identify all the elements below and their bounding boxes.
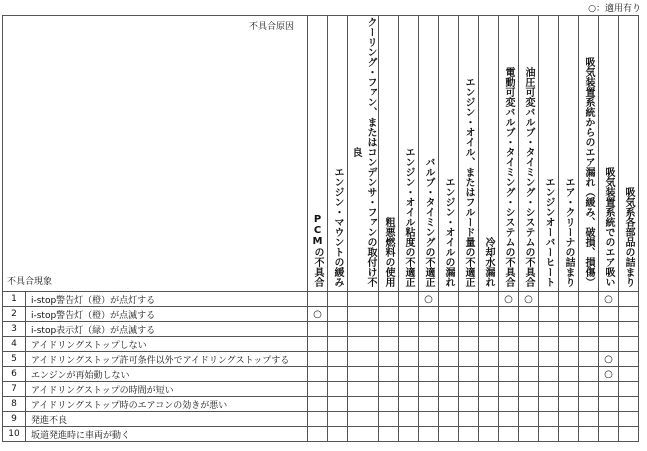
cause-column-header <box>599 16 619 292</box>
row-number: 8 <box>3 397 26 412</box>
table-row <box>3 307 639 322</box>
symptom-cell: アイドリングストップ時のエアコンの効きが悪い <box>26 397 308 412</box>
mark-cell <box>599 352 619 367</box>
mark-cell <box>419 322 439 337</box>
mark-cell <box>539 412 559 427</box>
mark-cell <box>559 412 579 427</box>
table-row <box>3 337 639 352</box>
row-number: 6 <box>3 367 26 382</box>
mark-cell <box>539 337 559 352</box>
mark-cell <box>328 352 348 367</box>
cause-label: 吸気装置系統でのエア吸い <box>603 167 614 287</box>
mark-cell <box>579 292 599 307</box>
mark-cell <box>439 382 459 397</box>
mark-cell <box>579 412 599 427</box>
cause-column-header <box>459 16 479 292</box>
mark-cell <box>479 352 499 367</box>
mark-cell <box>539 427 559 442</box>
mark-cell <box>599 307 619 322</box>
cause-column-header <box>559 16 579 292</box>
mark-cell <box>399 292 419 307</box>
mark-cell <box>519 292 539 307</box>
mark-cell <box>308 307 328 322</box>
symptom-cell: i-stop警告灯（橙）が点滅する <box>26 307 308 322</box>
legend: ○：適用有り <box>588 4 641 14</box>
mark-cell <box>479 337 499 352</box>
cause-label: エンジン・オイル粘度の不適正 <box>403 147 414 287</box>
mark-cell <box>308 397 328 412</box>
mark-cell <box>439 352 459 367</box>
mark-cell <box>308 427 328 442</box>
mark-cell <box>499 397 519 412</box>
cause-column-header <box>399 16 419 292</box>
mark-cell <box>479 322 499 337</box>
row-number: 10 <box>3 427 26 442</box>
mark-cell <box>308 292 328 307</box>
mark-cell <box>539 397 559 412</box>
mark-cell <box>348 292 379 307</box>
mark-cell <box>599 427 619 442</box>
mark-cell <box>399 352 419 367</box>
mark-cell <box>539 382 559 397</box>
mark-cell <box>599 292 619 307</box>
mark-cell <box>519 367 539 382</box>
mark-cell <box>439 412 459 427</box>
row-number: 4 <box>3 337 26 352</box>
mark-cell <box>459 337 479 352</box>
mark-cell <box>599 382 619 397</box>
mark-cell <box>379 412 399 427</box>
mark-cell <box>559 427 579 442</box>
mark-cell <box>499 307 519 322</box>
mark-cell <box>599 322 619 337</box>
mark-cell <box>559 382 579 397</box>
applicable-mark: ○ <box>424 293 433 305</box>
mark-cell <box>499 337 519 352</box>
mark-cell <box>459 307 479 322</box>
mark-cell <box>559 352 579 367</box>
mark-cell <box>559 397 579 412</box>
mark-cell <box>519 412 539 427</box>
mark-cell <box>419 427 439 442</box>
mark-cell <box>399 367 419 382</box>
mark-cell <box>308 367 328 382</box>
mark-cell <box>619 307 639 322</box>
header-row <box>3 16 639 292</box>
mark-cell <box>328 292 348 307</box>
symptom-cause-table <box>2 15 639 442</box>
mark-cell <box>579 382 599 397</box>
row-number: 9 <box>3 412 26 427</box>
applicable-mark: ○ <box>604 293 613 305</box>
mark-cell <box>459 352 479 367</box>
cause-column-header <box>519 16 539 292</box>
row-number: 2 <box>3 307 26 322</box>
mark-cell <box>499 382 519 397</box>
mark-cell <box>419 367 439 382</box>
cause-label: 冷却水漏れ <box>483 237 494 287</box>
mark-cell <box>479 427 499 442</box>
mark-cell <box>308 352 328 367</box>
mark-cell <box>308 412 328 427</box>
cause-label: 吸気系各部品の詰まり <box>623 187 634 287</box>
mark-cell <box>559 292 579 307</box>
mark-cell <box>439 367 459 382</box>
symptom-cell: i-stop警告灯（橙）が点灯する <box>26 292 308 307</box>
row-number: 1 <box>3 292 26 307</box>
symptom-cell: 坂道発進時に車両が動く <box>26 427 308 442</box>
cause-column-header <box>479 16 499 292</box>
mark-cell <box>459 382 479 397</box>
table-row <box>3 367 639 382</box>
mark-cell <box>459 412 479 427</box>
mark-cell <box>479 397 499 412</box>
mark-cell <box>539 292 559 307</box>
mark-cell <box>459 397 479 412</box>
cause-label: クーリング・ファン、またはコンデンサ・ファンの取付け不良 <box>350 16 376 287</box>
mark-cell <box>399 412 419 427</box>
mark-cell <box>439 292 459 307</box>
mark-cell <box>308 322 328 337</box>
mark-cell <box>439 337 459 352</box>
mark-cell <box>379 397 399 412</box>
mark-cell <box>459 292 479 307</box>
mark-cell <box>539 307 559 322</box>
mark-cell <box>619 322 639 337</box>
mark-cell <box>519 337 539 352</box>
mark-cell <box>539 322 559 337</box>
table-row <box>3 412 639 427</box>
cause-column-header <box>439 16 459 292</box>
applicable-mark: ○ <box>504 293 513 305</box>
cause-column-header <box>539 16 559 292</box>
mark-cell <box>519 322 539 337</box>
mark-cell <box>479 382 499 397</box>
mark-cell <box>479 367 499 382</box>
mark-cell <box>399 382 419 397</box>
mark-cell <box>419 382 439 397</box>
mark-cell <box>619 367 639 382</box>
mark-cell <box>348 427 379 442</box>
mark-cell <box>399 427 419 442</box>
mark-cell <box>328 427 348 442</box>
mark-cell <box>499 352 519 367</box>
mark-cell <box>579 307 599 322</box>
mark-cell <box>348 397 379 412</box>
cause-label: 粗悪燃料の使用 <box>383 217 394 287</box>
mark-cell <box>519 397 539 412</box>
table-row <box>3 352 639 367</box>
table-row <box>3 427 639 442</box>
mark-cell <box>559 367 579 382</box>
symptom-cell: アイドリングストップ許可条件以外でアイドリングストップする <box>26 352 308 367</box>
mark-cell <box>599 412 619 427</box>
mark-cell <box>479 412 499 427</box>
mark-cell <box>579 427 599 442</box>
cause-column-header <box>379 16 399 292</box>
symptom-cell: アイドリングストップしない <box>26 337 308 352</box>
cause-column-header <box>499 16 519 292</box>
mark-cell <box>619 427 639 442</box>
mark-cell <box>619 352 639 367</box>
mark-cell <box>348 307 379 322</box>
mark-cell <box>328 412 348 427</box>
mark-cell <box>379 352 399 367</box>
mark-cell <box>459 427 479 442</box>
mark-cell <box>619 412 639 427</box>
mark-cell <box>619 292 639 307</box>
row-number: 3 <box>3 322 26 337</box>
mark-cell <box>459 322 479 337</box>
mark-cell <box>579 397 599 412</box>
mark-cell <box>439 397 459 412</box>
mark-cell <box>599 367 619 382</box>
table-row <box>3 292 639 307</box>
mark-cell <box>399 307 419 322</box>
mark-cell <box>348 337 379 352</box>
mark-cell <box>308 337 328 352</box>
mark-cell <box>379 322 399 337</box>
mark-cell <box>499 322 519 337</box>
cause-label: エンジンオーバーヒート <box>543 177 554 287</box>
mark-cell <box>439 322 459 337</box>
mark-cell <box>328 397 348 412</box>
cause-label: エンジン・オイルの漏れ <box>443 177 454 287</box>
symptom-cell: アイドリングストップの時間が短い <box>26 382 308 397</box>
applicable-mark: ○ <box>604 368 613 380</box>
mark-cell <box>479 307 499 322</box>
cause-column-header <box>419 16 439 292</box>
symptom-cell: エンジンが再始動しない <box>26 367 308 382</box>
applicable-mark: ○ <box>604 353 613 365</box>
cause-column-header <box>348 16 379 292</box>
mark-cell <box>399 397 419 412</box>
table-row <box>3 397 639 412</box>
mark-cell <box>379 367 399 382</box>
cause-label: エア・クリーナの詰まり <box>563 177 574 287</box>
mark-cell <box>419 397 439 412</box>
mark-cell <box>519 427 539 442</box>
mark-cell <box>399 337 419 352</box>
cause-label: エンジン・オイル、またはフルード量の不適正 <box>463 77 474 287</box>
mark-cell <box>439 427 459 442</box>
cause-column-header <box>579 16 599 292</box>
mark-cell <box>419 307 439 322</box>
cause-label: バルブ・タイミングの不適正 <box>423 157 434 287</box>
mark-cell <box>328 307 348 322</box>
mark-cell <box>599 337 619 352</box>
mark-cell <box>379 337 399 352</box>
mark-cell <box>579 352 599 367</box>
cause-label: 電動可変バルブ・タイミング・システムの不具合 <box>503 67 514 287</box>
mark-cell <box>579 367 599 382</box>
mark-cell <box>328 337 348 352</box>
mark-cell <box>559 322 579 337</box>
cause-column-header <box>619 16 639 292</box>
mark-cell <box>328 367 348 382</box>
mark-cell <box>579 337 599 352</box>
cause-label: エンジン・マウントの緩み <box>332 167 343 287</box>
mark-cell <box>348 352 379 367</box>
mark-cell <box>419 352 439 367</box>
mark-cell <box>348 382 379 397</box>
mark-cell <box>499 292 519 307</box>
mark-cell <box>619 397 639 412</box>
symptom-cell: 発進不良 <box>26 412 308 427</box>
row-number: 5 <box>3 352 26 367</box>
mark-cell <box>539 352 559 367</box>
mark-cell <box>499 412 519 427</box>
symptom-header-label: 不具合現象 <box>7 277 53 287</box>
cause-label: 油圧可変バルブ・タイミング・システムの不具合 <box>523 67 534 287</box>
mark-cell <box>399 322 419 337</box>
cause-column-header <box>328 16 348 292</box>
mark-cell <box>348 412 379 427</box>
mark-cell <box>328 382 348 397</box>
mark-cell <box>499 427 519 442</box>
row-number: 7 <box>3 382 26 397</box>
table-row <box>3 382 639 397</box>
applicable-mark: ○ <box>313 308 322 320</box>
mark-cell <box>379 307 399 322</box>
applicable-mark: ○ <box>524 293 533 305</box>
mark-cell <box>439 307 459 322</box>
mark-cell <box>579 322 599 337</box>
header-corner <box>3 16 308 292</box>
mark-cell <box>619 382 639 397</box>
mark-cell <box>499 367 519 382</box>
mark-cell <box>559 307 579 322</box>
mark-cell <box>539 367 559 382</box>
mark-cell <box>348 322 379 337</box>
cause-label: 吸気装置系統からのエア漏れ（緩み、破損、損傷） <box>583 57 594 287</box>
cause-header-label: 不具合原因 <box>248 22 294 32</box>
mark-cell <box>328 322 348 337</box>
mark-cell <box>459 367 479 382</box>
mark-cell <box>308 382 328 397</box>
mark-cell <box>419 337 439 352</box>
mark-cell <box>479 292 499 307</box>
mark-cell <box>348 367 379 382</box>
table-row <box>3 322 639 337</box>
mark-cell <box>619 337 639 352</box>
cause-column-header <box>308 16 328 292</box>
mark-cell <box>599 397 619 412</box>
mark-cell <box>559 337 579 352</box>
symptom-cell: i-stop表示灯（緑）が点滅する <box>26 322 308 337</box>
mark-cell <box>379 292 399 307</box>
mark-cell <box>419 412 439 427</box>
mark-cell <box>379 382 399 397</box>
mark-cell <box>519 352 539 367</box>
mark-cell <box>379 427 399 442</box>
mark-cell <box>519 382 539 397</box>
mark-cell <box>419 292 439 307</box>
mark-cell <box>519 307 539 322</box>
cause-label: PCMの不具合 <box>312 214 323 287</box>
